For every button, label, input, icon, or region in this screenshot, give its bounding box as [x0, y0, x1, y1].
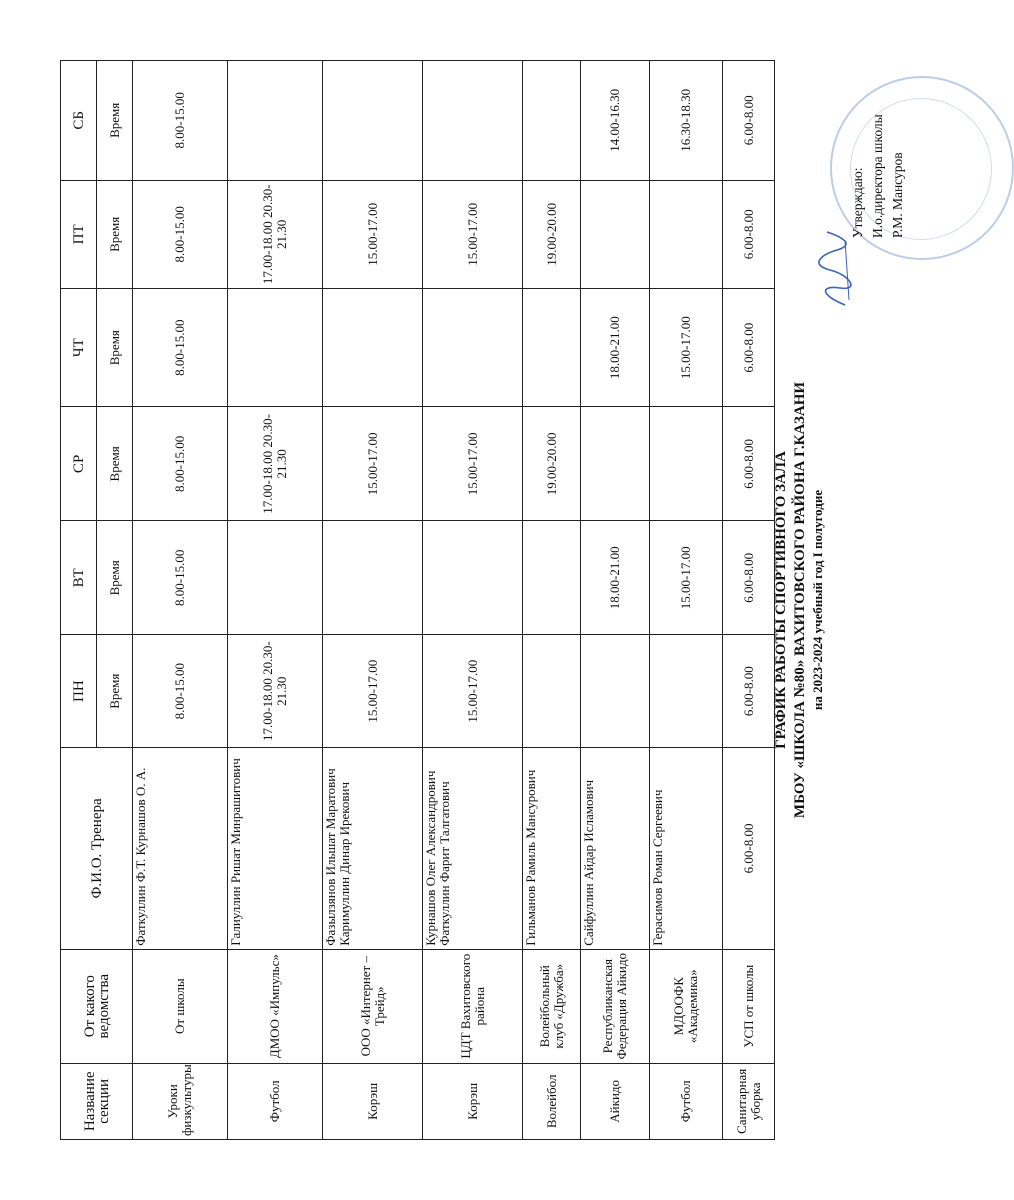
trainer-cell: Герасимов Роман Сергеевич [650, 748, 723, 950]
time-cell: 15.00-17.00 [323, 180, 423, 288]
time-cell: 18.00-21.00 [581, 521, 650, 635]
header-day: ПТ [61, 180, 97, 288]
time-cell: 8.00-15.00 [133, 635, 228, 748]
time-cell [581, 635, 650, 748]
section-cell: Футбол [650, 1063, 723, 1139]
table-row [228, 61, 323, 1140]
time-cell: 6.00-8.00 [723, 288, 775, 406]
trainer-cell: Фазылзянов Ильшат Маратович Каримуллин Динар Ирекович [323, 748, 423, 950]
time-label: Время [97, 180, 133, 288]
time-cell: 15.00-17.00 [650, 521, 723, 635]
time-cell: 8.00-15.00 [133, 180, 228, 288]
academic-year: на 2023-2024 учебный год I полугодие [810, 489, 825, 711]
section-cell: Волейбол [523, 1063, 581, 1139]
header-day: ЧТ [61, 288, 97, 406]
time-cell: 16.30-18.30 [650, 61, 723, 181]
time-cell [650, 407, 723, 521]
trainer-cell: Фаткуллин Ф.Т. Курнашов О. А. [133, 748, 228, 950]
department-cell: ДМОО «Импульс» [228, 949, 323, 1063]
time-cell [650, 635, 723, 748]
trainer-cell: Сайфуллин Айдар Исламович [581, 748, 650, 950]
time-cell [323, 61, 423, 181]
trainer-cell: 6.00-8.00 [723, 748, 775, 950]
time-cell [228, 521, 323, 635]
department-cell: ООО «Интернет –Трейд» [323, 949, 423, 1063]
time-cell [228, 61, 323, 181]
table-row [523, 61, 581, 1140]
header-day: СР [61, 407, 97, 521]
header-trainer: Ф.И.О. Тренера [61, 748, 133, 950]
department-cell: ЦДТ Вахитовского района [423, 949, 523, 1063]
time-cell: 18.00-21.00 [581, 288, 650, 406]
schedule-table [60, 60, 775, 1140]
time-label: Время [97, 288, 133, 406]
header-day: ВТ [61, 521, 97, 635]
section-cell: Корэш [323, 1063, 423, 1139]
time-cell: 15.00-17.00 [650, 288, 723, 406]
header-department: От какого ведомства [61, 949, 133, 1063]
table-row [133, 61, 228, 1140]
time-cell: 8.00-15.00 [133, 288, 228, 406]
section-cell: Айкидо [581, 1063, 650, 1139]
time-cell: 15.00-17.00 [423, 407, 523, 521]
time-cell [323, 288, 423, 406]
department-cell: УСП от школы [723, 949, 775, 1063]
time-cell [523, 288, 581, 406]
table-row [581, 61, 650, 1140]
time-cell: 17.00-18.00 20.30-21.30 [228, 180, 323, 288]
table-row [650, 61, 723, 1140]
time-cell: 19.00-20.00 [523, 180, 581, 288]
header-day: ПН [61, 635, 97, 748]
time-cell [650, 180, 723, 288]
time-label: Время [97, 61, 133, 181]
time-cell [523, 635, 581, 748]
approval-block [848, 60, 908, 238]
department-cell: От школы [133, 949, 228, 1063]
time-cell: 15.00-17.00 [323, 407, 423, 521]
time-cell: 8.00-15.00 [133, 407, 228, 521]
time-label: Время [97, 521, 133, 635]
trainer-cell: Гильманов Рамиль Мансурович [523, 748, 581, 950]
time-cell: 17.00-18.00 20.30-21.30 [228, 635, 323, 748]
header-day: СБ [61, 61, 97, 181]
time-cell: 15.00-17.00 [423, 635, 523, 748]
time-cell: 6.00-8.00 [723, 407, 775, 521]
approval-position: И.о.директора школы [870, 114, 885, 238]
section-cell: Уроки физкультуры [133, 1063, 228, 1139]
section-cell: Футбол [228, 1063, 323, 1139]
time-cell [228, 288, 323, 406]
header-row [61, 61, 97, 1140]
time-cell: 6.00-8.00 [723, 180, 775, 288]
time-cell [323, 521, 423, 635]
time-cell: 6.00-8.00 [723, 61, 775, 181]
time-cell [581, 180, 650, 288]
time-cell: 8.00-15.00 [133, 61, 228, 181]
document-title: ГРАФИК РАБОТЫ СПОРТИВНОГО ЗАЛА [773, 451, 789, 749]
time-label: Время [97, 407, 133, 521]
department-cell: Волейбольный клуб «Дружба» [523, 949, 581, 1063]
trainer-cell: Галиуллин Ришат Минрашитович [228, 748, 323, 950]
time-label: Время [97, 635, 133, 748]
header-section: Название секции [61, 1063, 133, 1139]
time-cell: 19.00-20.00 [523, 407, 581, 521]
time-cell [581, 407, 650, 521]
approval-name: Р.М. Мансуров [890, 152, 905, 238]
rotated-document [60, 60, 933, 1140]
time-cell: 15.00-17.00 [323, 635, 423, 748]
table-row [723, 61, 775, 1140]
time-cell: 17.00-18.00 20.30-21.30 [228, 407, 323, 521]
time-cell: 15.00-17.00 [423, 180, 523, 288]
department-cell: МДООФК «Академика» [650, 949, 723, 1063]
time-cell: 6.00-8.00 [723, 635, 775, 748]
time-cell [423, 521, 523, 635]
time-cell: 14.00-16.30 [581, 61, 650, 181]
time-cell [423, 61, 523, 181]
table-row [423, 61, 523, 1140]
trainer-cell: Курнашов Олег Александрович Фаткуллин Фарит Талгатович [423, 748, 523, 950]
department-cell: Республиканская Федерация Айкидо [581, 949, 650, 1063]
section-cell: Санитарная уборка [723, 1063, 775, 1139]
time-cell [523, 521, 581, 635]
school-name: МБОУ «ШКОЛА №80» ВАХИТОВСКОГО РАЙОНА Г.КАЗАНИ [792, 381, 808, 819]
signature-icon [815, 230, 855, 310]
section-cell: Корэш [423, 1063, 523, 1139]
time-cell [423, 288, 523, 406]
time-cell [523, 61, 581, 181]
approval-label: Утверждаю: [850, 167, 865, 238]
time-cell: 8.00-15.00 [133, 521, 228, 635]
time-cell: 6.00-8.00 [723, 521, 775, 635]
table-row [323, 61, 423, 1140]
